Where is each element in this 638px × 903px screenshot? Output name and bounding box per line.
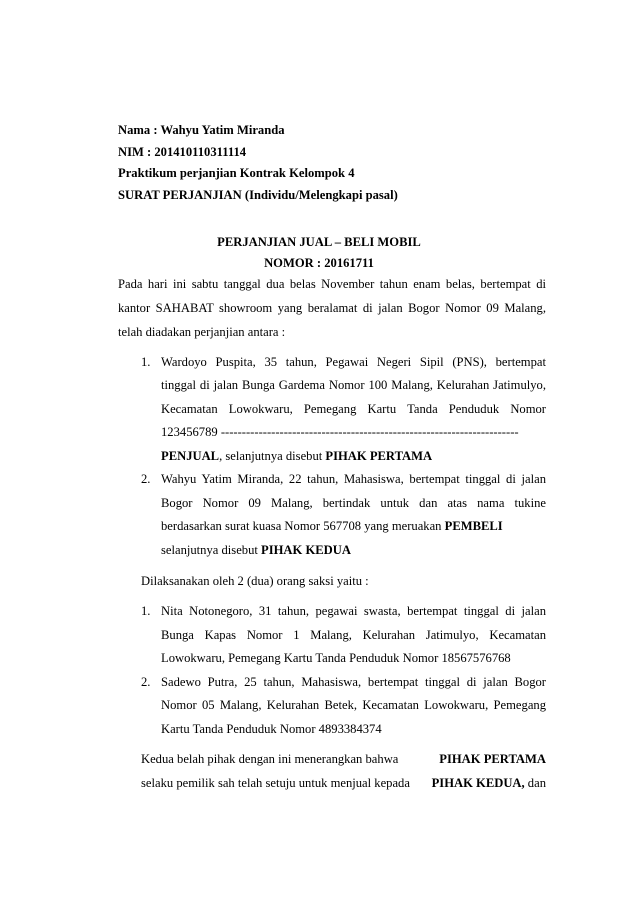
witness-2-line-2: Nomor 05 Malang, Kelurahan Betek, Kecamatan Lowokwaru, Pemegang [161,698,546,712]
intro-line-1: Pada hari ini sabtu tanggal dua belas November tahun enam belas, bertempat di [118,277,546,291]
party-1-number: 1. [141,355,151,369]
letter-type: SURAT PERJANJIAN (Individu/Melengkapi pasal) [118,188,398,202]
buyer-label: PEMBELI [444,519,503,533]
closing-line-2-end: dan [524,776,546,790]
witness-intro: Dilaksanakan oleh 2 (dua) orang saksi yaitu : [141,574,369,588]
party-1-line-1: Wardoyo Puspita, 35 tahun, Pegawai Negeri Sipil (PNS), bertempat [161,355,546,369]
student-nim: NIM : 201410110311114 [118,145,247,159]
party-2-line-4-text: selanjutnya disebut [161,543,262,557]
party-1-line-2: tinggal di jalan Bunga Gardema Nomor 100 Malang, Kelurahan Jatimulyo, [161,378,546,392]
witness-2-line-1: Sadewo Putra, 25 tahun, Mahasiswa, bertempat tinggal di jalan Bogor [161,675,546,689]
agreement-number: NOMOR : 20161711 [264,256,374,270]
closing-line-1 [141,750,546,768]
party-1-connector: , selanjutnya disebut [219,449,326,463]
witness-1-line-2: Bunga Kapas Nomor 1 Malang, Kelurahan Jatimulyo, Kecamatan [161,628,546,642]
witness-2-number: 2. [141,675,151,689]
closing-second-party: PIHAK KEDUA, [431,776,525,790]
party-2-line-1: Wahyu Yatim Miranda, 22 tahun, Mahasiswa, bertempat tinggal di jalan [161,472,546,486]
second-party-label: PIHAK KEDUA [261,543,351,557]
seller-label: PENJUAL [161,449,220,463]
party-2-line-4 [161,541,546,559]
party-1-line-5 [161,447,546,465]
agreement-title: PERJANJIAN JUAL – BELI MOBIL [217,235,421,249]
witness-1-number: 1. [141,604,151,618]
witness-1-line-3: Lowokwaru, Pemegang Kartu Tanda Penduduk Nomor 18567576768 [161,651,511,665]
party-1-line-4: 123456789 ----------------------------------------------------------------------- [161,425,519,439]
party-2-number: 2. [141,472,151,486]
closing-line-2-text: selaku pemilik sah telah setuju untuk menjual kepada [141,776,410,790]
witness-2-line-3: Kartu Tanda Penduduk Nomor 4893384374 [161,722,382,736]
practicum-title: Praktikum perjanjian Kontrak Kelompok 4 [118,166,355,180]
closing-line-2 [141,774,546,792]
first-party-label: PIHAK PERTAMA [325,449,433,463]
closing-first-party: PIHAK PERTAMA [439,752,546,766]
party-2-line-2: Bogor Nomor 09 Malang, bertindak untuk dan atas nama tukine [161,496,546,510]
intro-line-3: telah diadakan perjanjian antara : [118,325,286,339]
party-2-line-3-text: berdasarkan surat kuasa Nomor 567708 yang meruakan [161,519,445,533]
party-2-line-3 [161,517,546,535]
intro-line-2: kantor SAHABAT showroom yang beralamat di jalan Bogor Nomor 09 Malang, [118,301,546,315]
witness-1-line-1: Nita Notonegoro, 31 tahun, pegawai swasta, bertempat tinggal di jalan [161,604,546,618]
party-1-line-3: Kecamatan Lowokwaru, Pemegang Kartu Tanda Penduduk Nomor [161,402,546,416]
closing-line-1-text: Kedua belah pihak dengan ini menerangkan bahwa [141,752,399,766]
student-name: Nama : Wahyu Yatim Miranda [118,123,285,137]
